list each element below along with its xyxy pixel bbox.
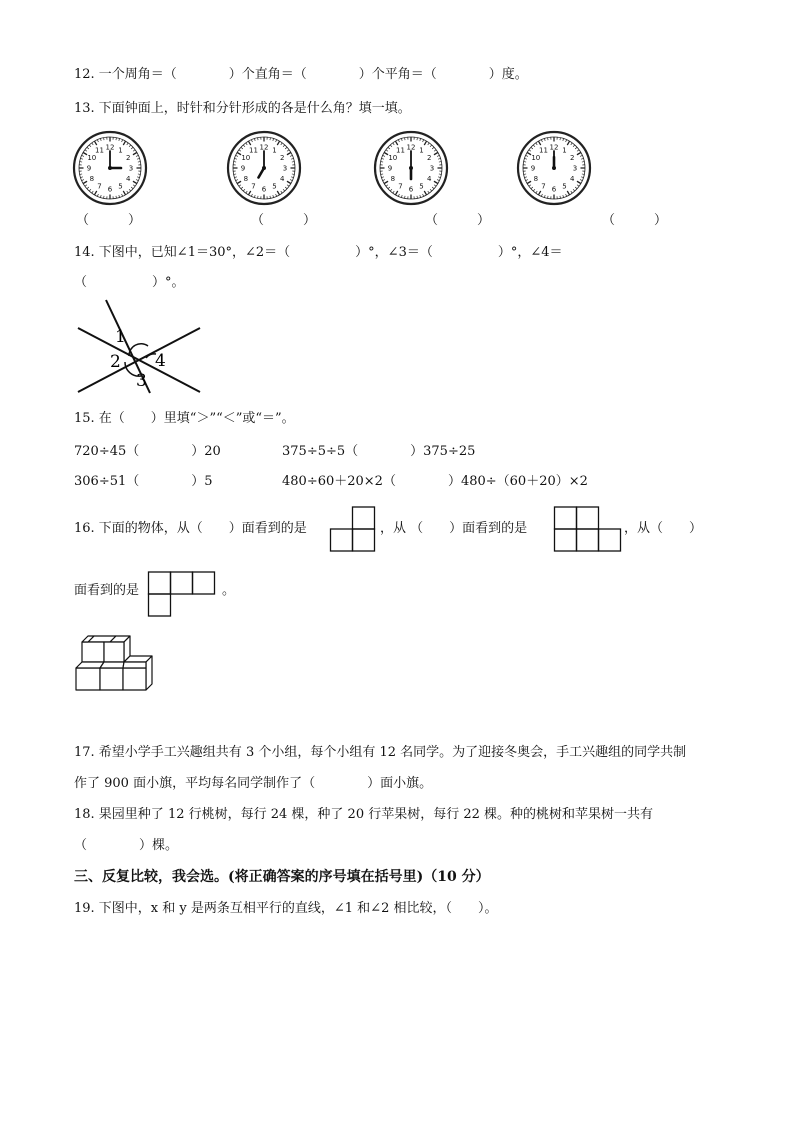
question-16-part3: ，从（ ） <box>624 521 703 536</box>
clock-numeral: 12 <box>259 143 269 152</box>
clock-numeral: 1 <box>562 146 567 155</box>
compare-item-2[interactable]: 375÷5÷5（ ）375÷25 <box>282 444 476 459</box>
question-19: 19. 下图中，x 和 y 是两条互相平行的直线，∠1 和∠2 相比较，（ ）。 <box>74 901 498 916</box>
clock-center <box>262 166 266 170</box>
clock-numeral: 2 <box>569 154 575 162</box>
clock-numeral: 12 <box>406 143 416 152</box>
clock-numeral: 7 <box>251 182 256 191</box>
clock-numeral: 5 <box>562 182 567 191</box>
clock-numeral: 8 <box>390 175 396 183</box>
clock-numeral: 1 <box>118 146 123 155</box>
clock-numeral: 5 <box>118 182 123 191</box>
question-18-line1: 18. 果园里种了 12 行桃树，每行 24 棵，种了 20 行苹果树，每行 22 棵。种的桃树和苹果树一共有 <box>74 807 654 822</box>
clock-numeral: 8 <box>533 175 539 183</box>
clock-numeral: 10 <box>531 154 541 162</box>
question-17-line2: 作了 900 面小旗，平均每名同学制作了（ ）面小旗。 <box>74 776 433 791</box>
clock-numeral: 10 <box>87 154 97 162</box>
clock-numeral: 2 <box>279 154 285 162</box>
clock-face-2 <box>226 130 302 206</box>
clock-numeral: 5 <box>272 182 277 191</box>
clock-numeral: 4 <box>569 175 575 183</box>
angle-label-1: 1 <box>115 327 126 347</box>
clock-numeral: 4 <box>279 175 285 183</box>
clock-numeral: 6 <box>551 185 557 194</box>
clock-numeral: 9 <box>240 164 246 173</box>
question-16-part5: 。 <box>222 583 236 598</box>
section-3-title: 三、反复比较，我会选。(将正确答案的序号填在括号里)（10 分） <box>74 869 490 885</box>
clock-numeral: 7 <box>541 182 546 191</box>
clock-answer-2[interactable]: （ ） <box>251 213 317 228</box>
clock-numeral: 3 <box>282 164 288 173</box>
view-shape-1 <box>330 506 376 552</box>
clock-numeral: 5 <box>419 182 424 191</box>
clock-numeral: 11 <box>249 146 258 155</box>
view-shape-2 <box>554 506 622 552</box>
angle-label-2: 2 <box>110 352 121 372</box>
intersecting-lines-figure <box>74 298 204 398</box>
compare-item-3[interactable]: 306÷51（ ）5 <box>74 474 213 489</box>
clock-face-4 <box>516 130 592 206</box>
clock-numeral: 6 <box>107 185 113 194</box>
clock-numeral: 3 <box>572 164 578 173</box>
question-17-line1: 17. 希望小学手工兴趣组共有 3 个小组，每个小组有 12 名同学。为了迎接冬奥会，手工兴趣组的同学共制 <box>74 745 687 760</box>
cube-stack-figure <box>74 634 154 694</box>
clock-numeral: 3 <box>128 164 134 173</box>
clock-face-1 <box>72 130 148 206</box>
question-13: 13. 下面钟面上，时针和分针形成的各是什么角？填一填。 <box>74 101 411 116</box>
clock-numeral: 12 <box>105 143 115 152</box>
clock-numeral: 10 <box>241 154 251 162</box>
clock-numeral: 11 <box>539 146 548 155</box>
question-18-line2: （ ）棵。 <box>74 838 179 853</box>
clock-answer-1[interactable]: （ ） <box>76 213 142 228</box>
clock-numeral: 10 <box>388 154 398 162</box>
clock-answer-4[interactable]: （ ） <box>602 213 668 228</box>
clock-numeral: 1 <box>419 146 424 155</box>
clock-numeral: 6 <box>408 185 414 194</box>
clock-numeral: 8 <box>89 175 95 183</box>
angle-label-3: 3 <box>136 371 147 391</box>
question-16-part1: 16. 下面的物体，从（ ）面看到的是 <box>74 521 307 536</box>
angle-label-4: 4 <box>155 351 166 371</box>
clock-numeral: 4 <box>125 175 131 183</box>
question-16-part4: 面看到的是 <box>74 583 140 598</box>
clock-numeral: 2 <box>426 154 432 162</box>
clock-numeral: 11 <box>95 146 104 155</box>
clock-numeral: 3 <box>429 164 435 173</box>
clock-center <box>108 166 112 170</box>
question-15: 15. 在（ ）里填“＞”“＜”或“＝”。 <box>74 411 295 426</box>
clock-numeral: 11 <box>396 146 405 155</box>
clock-numeral: 9 <box>86 164 92 173</box>
question-14-line2: （ ）°。 <box>74 275 185 290</box>
clock-numeral: 9 <box>387 164 393 173</box>
clock-center <box>552 166 556 170</box>
question-14-line1: 14. 下图中，已知∠1＝30°，∠2＝（ ）°，∠3＝（ ）°，∠4＝ <box>74 245 563 260</box>
clock-numeral: 7 <box>97 182 102 191</box>
clock-numeral: 7 <box>398 182 403 191</box>
clock-numeral: 1 <box>272 146 277 155</box>
clock-numeral: 8 <box>243 175 249 183</box>
clock-numeral: 9 <box>530 164 536 173</box>
clock-center <box>409 166 413 170</box>
compare-item-4[interactable]: 480÷60＋20×2（ ）480÷（60＋20）×2 <box>282 474 588 489</box>
clock-numeral: 2 <box>125 154 131 162</box>
question-16-part2: ，从 （ ）面看到的是 <box>380 521 528 536</box>
clock-face-3 <box>373 130 449 206</box>
question-12: 12. 一个周角＝（ ）个直角＝（ ）个平角＝（ ）度。 <box>74 67 528 82</box>
clock-numeral: 12 <box>549 143 559 152</box>
view-shape-3 <box>148 571 216 617</box>
clock-numeral: 4 <box>426 175 432 183</box>
compare-item-1[interactable]: 720÷45（ ）20 <box>74 444 221 459</box>
clock-answer-3[interactable]: （ ） <box>425 213 491 228</box>
clock-numeral: 6 <box>261 185 267 194</box>
